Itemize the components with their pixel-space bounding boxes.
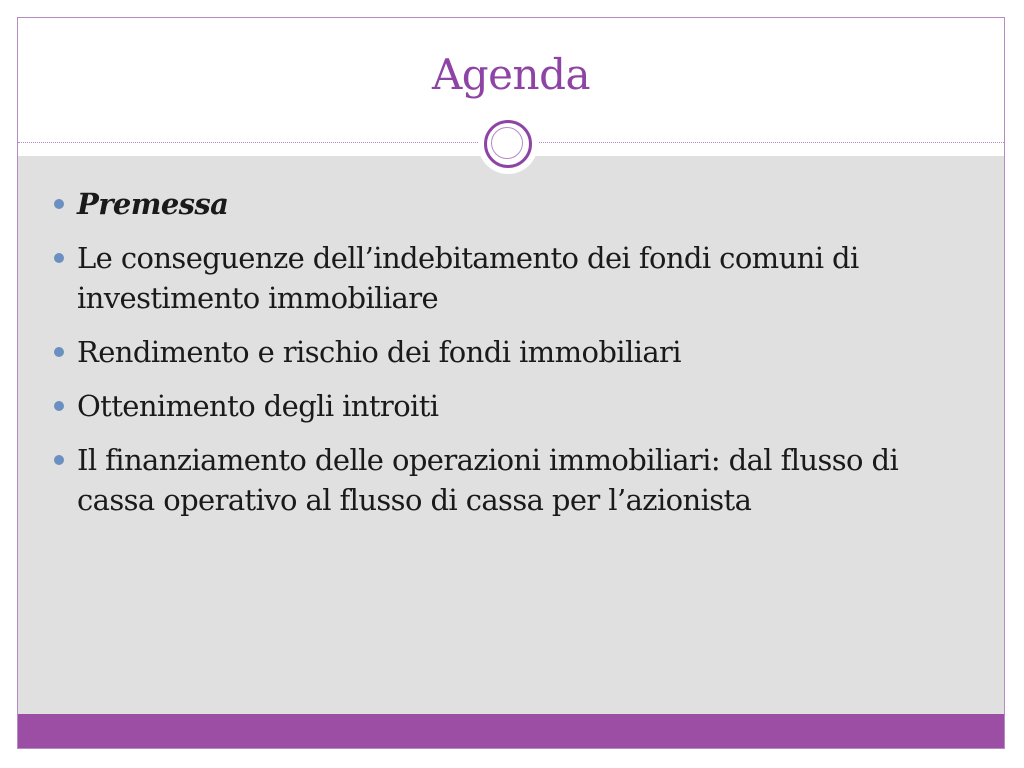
- circle-ring-icon: [478, 114, 538, 174]
- agenda-item-text: Rendimento e rischio dei fondi immobiliari: [77, 335, 681, 369]
- agenda-item-ottenimento: [54, 386, 974, 426]
- bullet-dot-icon: [54, 253, 64, 263]
- slide-title: Agenda: [431, 50, 591, 99]
- ornament-outer-ring: [484, 120, 532, 168]
- agenda-item-conseguenze: [54, 238, 974, 318]
- agenda-item-premessa: [54, 184, 974, 224]
- ornament-inner-ring: [491, 127, 523, 159]
- agenda-item-text: Il finanziamento delle operazioni immobiliari: dal flusso di cassa operativo al flusso di cassa per l’azionista: [77, 443, 899, 517]
- bullet-dot-icon: [54, 455, 64, 465]
- agenda-item-text: Le conseguenze dell’indebitamento dei fondi comuni di investimento immobiliare: [77, 241, 859, 315]
- agenda-item-finanziamento: [54, 440, 974, 520]
- agenda-item-rendimento: [54, 332, 974, 372]
- bullet-dot-icon: [54, 199, 64, 209]
- agenda-item-text: Premessa: [77, 187, 229, 221]
- bullet-dot-icon: [54, 347, 64, 357]
- agenda-item-text: Ottenimento degli introiti: [77, 389, 439, 423]
- slide: [17, 17, 1005, 749]
- agenda-list: [54, 184, 974, 534]
- footer-bar: [18, 714, 1004, 748]
- bullet-dot-icon: [54, 401, 64, 411]
